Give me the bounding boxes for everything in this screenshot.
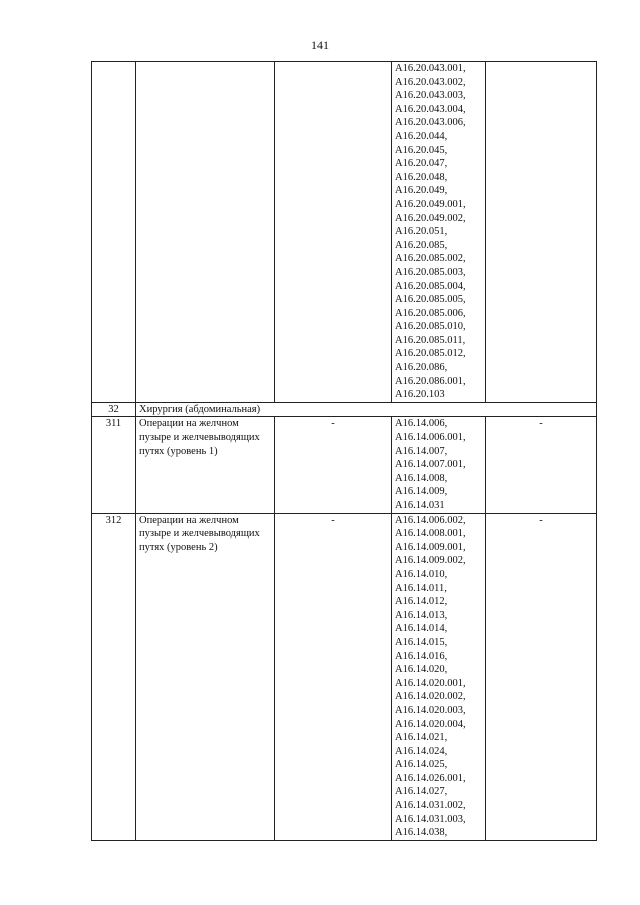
page-number: 141 bbox=[311, 38, 329, 52]
service-code: A16.20.043.006, bbox=[395, 117, 466, 129]
service-code: A16.14.024, bbox=[395, 745, 448, 757]
service-code: A16.14.006.001, bbox=[395, 432, 466, 444]
table-row-continuation bbox=[92, 62, 597, 403]
row-col3: - bbox=[275, 513, 392, 840]
service-code: A16.20.043.003, bbox=[395, 90, 466, 102]
service-code: A16.14.025, bbox=[395, 759, 448, 771]
service-code: A16.20.043.001, bbox=[395, 63, 466, 74]
service-code: A16.20.085.004, bbox=[395, 280, 466, 292]
service-code: A16.20.043.004, bbox=[395, 103, 466, 115]
service-code: A16.14.010, bbox=[395, 568, 448, 580]
row-col3: - bbox=[275, 417, 392, 513]
service-code: A16.20.085.010, bbox=[395, 321, 466, 333]
service-code: A16.14.008, bbox=[395, 472, 448, 484]
service-code: A16.14.031 bbox=[395, 500, 445, 511]
cell-name bbox=[136, 62, 275, 403]
service-code: A16.14.031.003, bbox=[395, 813, 466, 825]
tariff-table bbox=[91, 61, 597, 841]
service-code: A16.20.085.006, bbox=[395, 307, 466, 319]
service-code: A16.14.020, bbox=[395, 664, 448, 676]
service-code: A16.14.007, bbox=[395, 445, 448, 457]
service-code: A16.20.085.002, bbox=[395, 253, 466, 265]
service-code: A16.20.085.012, bbox=[395, 348, 466, 360]
service-code: A16.14.038, bbox=[395, 827, 448, 839]
row-name: Операции на желчном пузыре и желчевыводящих путях (уровень 1) bbox=[136, 417, 275, 513]
service-code: A16.14.015, bbox=[395, 636, 448, 648]
cell-codes bbox=[392, 62, 486, 403]
service-code: A16.20.086, bbox=[395, 362, 448, 374]
service-code: A16.14.007.001, bbox=[395, 459, 466, 471]
service-code: A16.14.014, bbox=[395, 623, 448, 635]
service-code: A16.14.020.004, bbox=[395, 718, 466, 730]
cell-col5 bbox=[486, 62, 597, 403]
service-code: A16.14.013, bbox=[395, 609, 448, 621]
section-row bbox=[92, 402, 597, 417]
service-code: A16.20.085.003, bbox=[395, 266, 466, 278]
cell-number bbox=[92, 62, 136, 403]
service-code: A16.20.085, bbox=[395, 239, 448, 251]
row-number: 311 bbox=[92, 417, 136, 513]
service-code: A16.14.020.003, bbox=[395, 704, 466, 716]
service-code: A16.14.026.001, bbox=[395, 772, 466, 784]
row-col5: - bbox=[486, 417, 597, 513]
service-code: A16.20.045, bbox=[395, 144, 448, 156]
service-code: A16.20.047, bbox=[395, 158, 448, 170]
service-code: A16.14.009, bbox=[395, 486, 448, 498]
service-code: A16.20.049, bbox=[395, 185, 448, 197]
service-code: A16.20.043.002, bbox=[395, 76, 466, 88]
row-name: Операции на желчном пузыре и желчевыводящих путях (уровень 2) bbox=[136, 513, 275, 840]
service-code: A16.20.049.001, bbox=[395, 198, 466, 210]
service-code: A16.14.012, bbox=[395, 596, 448, 608]
section-number: 32 bbox=[92, 402, 136, 417]
row-col5: - bbox=[486, 513, 597, 840]
row-number: 312 bbox=[92, 513, 136, 840]
service-code: A16.20.085.005, bbox=[395, 294, 466, 306]
service-code: A16.20.085.011, bbox=[395, 334, 466, 346]
service-code: A16.14.020.002, bbox=[395, 691, 466, 703]
service-code: A16.20.051, bbox=[395, 226, 448, 238]
section-title: Хирургия (абдоминальная) bbox=[136, 402, 597, 417]
service-code: A16.14.011, bbox=[395, 582, 447, 594]
service-code: A16.14.021, bbox=[395, 732, 448, 744]
table-row bbox=[92, 513, 597, 840]
service-code: A16.20.086.001, bbox=[395, 375, 466, 387]
table-row bbox=[92, 417, 597, 513]
service-code: A16.20.103 bbox=[395, 389, 445, 401]
service-code: A16.14.027, bbox=[395, 786, 448, 798]
row-codes bbox=[392, 513, 486, 840]
service-code: A16.14.006, bbox=[395, 418, 448, 430]
service-code: A16.14.006.002, bbox=[395, 514, 466, 526]
row-codes bbox=[392, 417, 486, 513]
service-code: A16.14.009.002, bbox=[395, 555, 466, 567]
service-code: A16.20.048, bbox=[395, 171, 448, 183]
service-code: A16.20.049.002, bbox=[395, 212, 466, 224]
service-code: A16.14.016, bbox=[395, 650, 448, 662]
service-code: A16.14.031.002, bbox=[395, 800, 466, 812]
service-code: A16.14.009.001, bbox=[395, 541, 466, 553]
cell-col3 bbox=[275, 62, 392, 403]
service-code: A16.20.044, bbox=[395, 130, 448, 142]
service-code: A16.14.008.001, bbox=[395, 528, 466, 540]
service-code: A16.14.020.001, bbox=[395, 677, 466, 689]
